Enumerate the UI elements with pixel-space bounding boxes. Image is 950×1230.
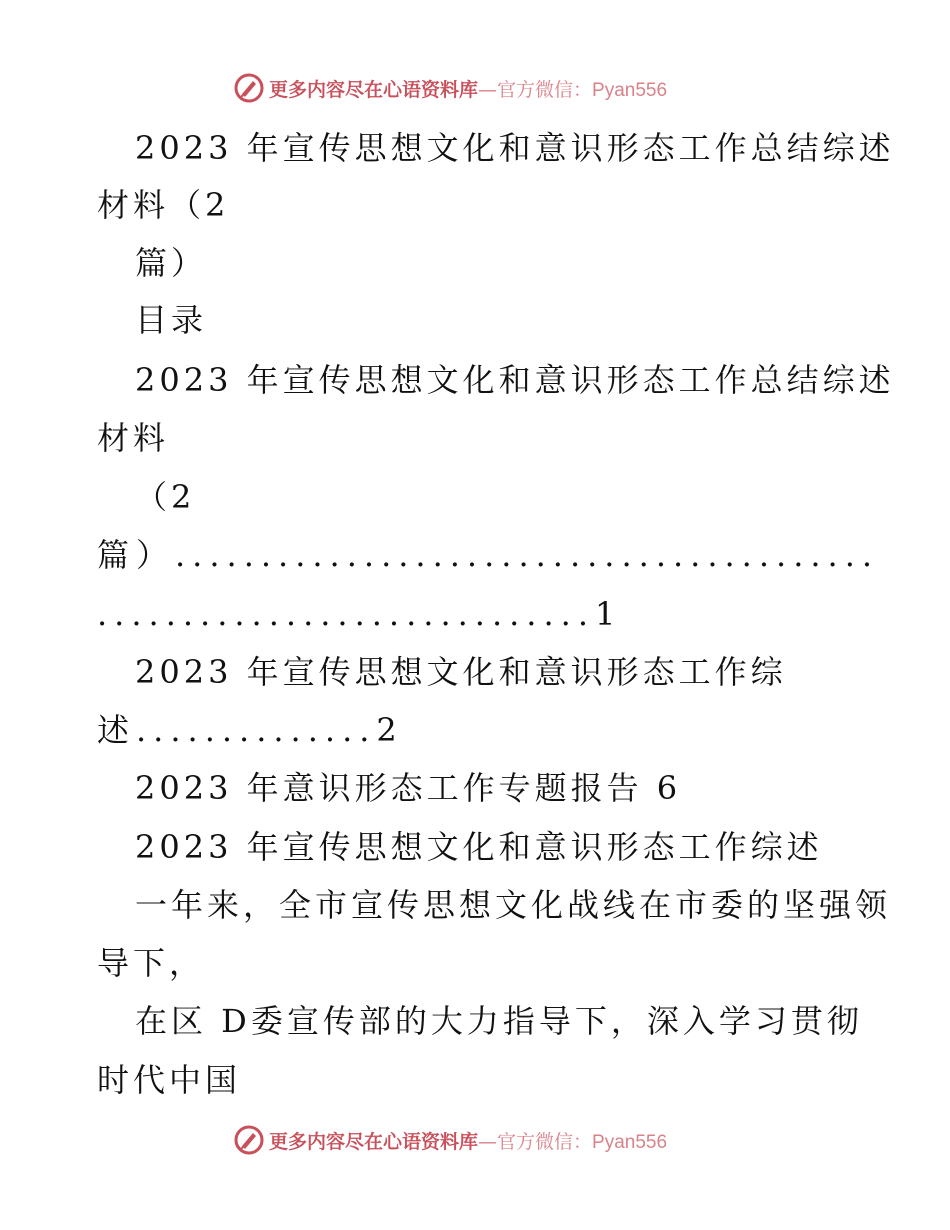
paragraph-line-4: 时代中国 [97, 1061, 242, 1099]
watermark-wechat-id: Pyan556 [592, 79, 668, 101]
toc-heading: 目录 [135, 301, 208, 339]
watermark-wechat-id: Pyan556 [592, 1131, 668, 1153]
watermark-text [269, 1127, 667, 1154]
title-line-2: 材料（2 [97, 186, 230, 224]
section-heading: 2023 年宣传思想文化和意识形态工作综述 [135, 828, 823, 866]
paragraph-line-1: 一年来，全市宣传思想文化战线在市委的坚强领 [135, 886, 892, 924]
watermark-separator: — [478, 1130, 498, 1153]
title-line-1: 2023 年宣传思想文化和意识形态工作总结综述 [135, 129, 895, 167]
title-line-3: 篇） [135, 244, 208, 282]
watermark-label: 官方微信： [497, 78, 593, 101]
watermark-separator: — [478, 78, 498, 101]
toc-entry-1-line-2: 材料 [97, 419, 170, 457]
paragraph-line-2: 导下， [97, 944, 206, 982]
watermark-header [233, 72, 667, 104]
toc-entry-2-line-1: 2023 年宣传思想文化和意识形态工作综 [135, 653, 787, 691]
toc-entry-1-page: .............................1 [97, 595, 623, 633]
toc-entry-1-line-3: （2 [135, 478, 196, 516]
watermark-main: 更多内容尽在心语资料库 [269, 78, 479, 101]
toc-entry-1-line-4: 篇）......................................... [97, 536, 880, 574]
toc-entry-3: 2023 年意识形态工作专题报告 6 [135, 769, 682, 807]
paragraph-line-3: 在区 D委宣传部的大力指导下，深入学习贯彻 [135, 1002, 863, 1040]
toc-entry-2-page: 述..............2 [97, 711, 404, 749]
watermark-footer [233, 1124, 667, 1156]
pen-logo-icon [233, 1124, 265, 1156]
watermark-label: 官方微信： [497, 1130, 593, 1153]
toc-entry-1-line-1: 2023 年宣传思想文化和意识形态工作总结综述 [135, 361, 895, 399]
watermark-main: 更多内容尽在心语资料库 [269, 1130, 479, 1153]
pen-logo-icon [233, 72, 265, 104]
watermark-text [269, 75, 667, 102]
